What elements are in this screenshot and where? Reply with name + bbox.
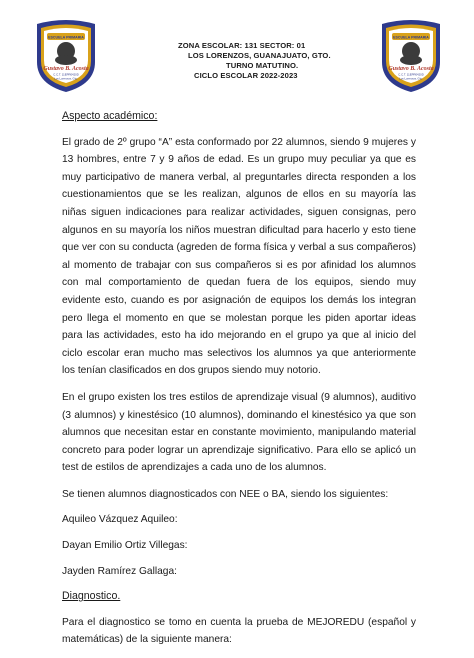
seal-small-text: C.C.T. 11EPR0420D bbox=[53, 72, 79, 77]
paragraph-diagnostic: Para el diagnostico se tomo en cuenta la prueba de MEJOREDU (español y matemáticas) de la siguiente manera: bbox=[62, 616, 416, 646]
document-header bbox=[150, 41, 330, 81]
seal-place-text: Los Lorenzos, Gto. bbox=[54, 76, 78, 81]
header-location-line: LOS LORENZOS, GUANAJUATO, GTO. bbox=[188, 51, 331, 60]
student-name-2: Dayan Emilio Ortiz Villegas: bbox=[62, 540, 188, 552]
seal-small-text: C.C.T. 11EPR0420D bbox=[398, 72, 424, 77]
student-name-1: Aquileo Vázquez Aquileo: bbox=[62, 514, 178, 526]
paragraph-learning-styles: En el grupo existen los tres estilos de aprendizaje visual (9 alumnos), auditivo (3 alumnos) y kinestésico (10 alumnos), dominando el kinestésico ya que son alumnos que necesitan estar en constante movimiento, manipulando material concreto para poder lograr un aprendizaje significativo. Para ello se aplicó un test de estilos de aprendizajes a cada uno de los alumnos. bbox=[62, 391, 416, 474]
section-title-academic: Aspecto académico: bbox=[62, 110, 158, 122]
seal-top-text: ESCUELA PRIMARIA bbox=[393, 35, 429, 40]
header-cycle-line: CICLO ESCOLAR 2022-2023 bbox=[194, 71, 298, 80]
seal-place-text: Los Lorenzos, Gto. bbox=[399, 76, 423, 81]
document-body bbox=[62, 108, 416, 658]
seal-script-text: Gustavo B. Acosta bbox=[43, 66, 89, 72]
header-shift-line: TURNO MATUTINO. bbox=[226, 61, 299, 70]
seal-top-text: ESCUELA PRIMARIA bbox=[48, 35, 84, 40]
school-seal-right-logo bbox=[378, 18, 444, 94]
section-title-diagnostic: Diagnostico. bbox=[62, 590, 121, 603]
header-zone-line: ZONA ESCOLAR: 131 SECTOR: 01 bbox=[178, 41, 306, 50]
school-seal-left-logo bbox=[33, 18, 99, 94]
paragraph-nee-intro: Se tienen alumnos diagnosticados con NEE o BA, siendo los siguientes: bbox=[62, 488, 389, 500]
paragraph-group-description: El grado de 2º grupo “A” esta conformado por 22 alumnos, siendo 9 mujeres y 13 hombres, entre 7 y 9 años de edad. Es un grupo muy peculiar ya que es muy participativo de manera verbal, al preguntarles directa responden a los cuestionamientos que se les realizan, algunos de ellos en su mayoría las niñas siguen indicaciones para realizar actividades, siguen consignas, pero algunos en su mayoría los niños muestran dificultad para hacerlo y esto tiene que ver con su conducta (agreden de forma física y verbal a sus compañeros) al momento de trabajar con sus compañeros si es por afinidad los alumnos con mal comportamiento de quedan fuera de los equipos, siendo muy evidente esto, cuando es por asignación de equipos los demás los integran pero llega el momento en que se molestan porque les piden aportar ideas para las actividades, esto ha ido mejorando en el grupo ya que al inicio del ciclo escolar eran mucho mas selectivos los alumnos ya que anteriormente los tenían clasificados en dos grupos siendo muy notorio. bbox=[62, 136, 416, 377]
student-name-3: Jayden Ramírez Gallaga: bbox=[62, 565, 177, 577]
seal-script-text: Gustavo B. Acosta bbox=[388, 66, 434, 72]
